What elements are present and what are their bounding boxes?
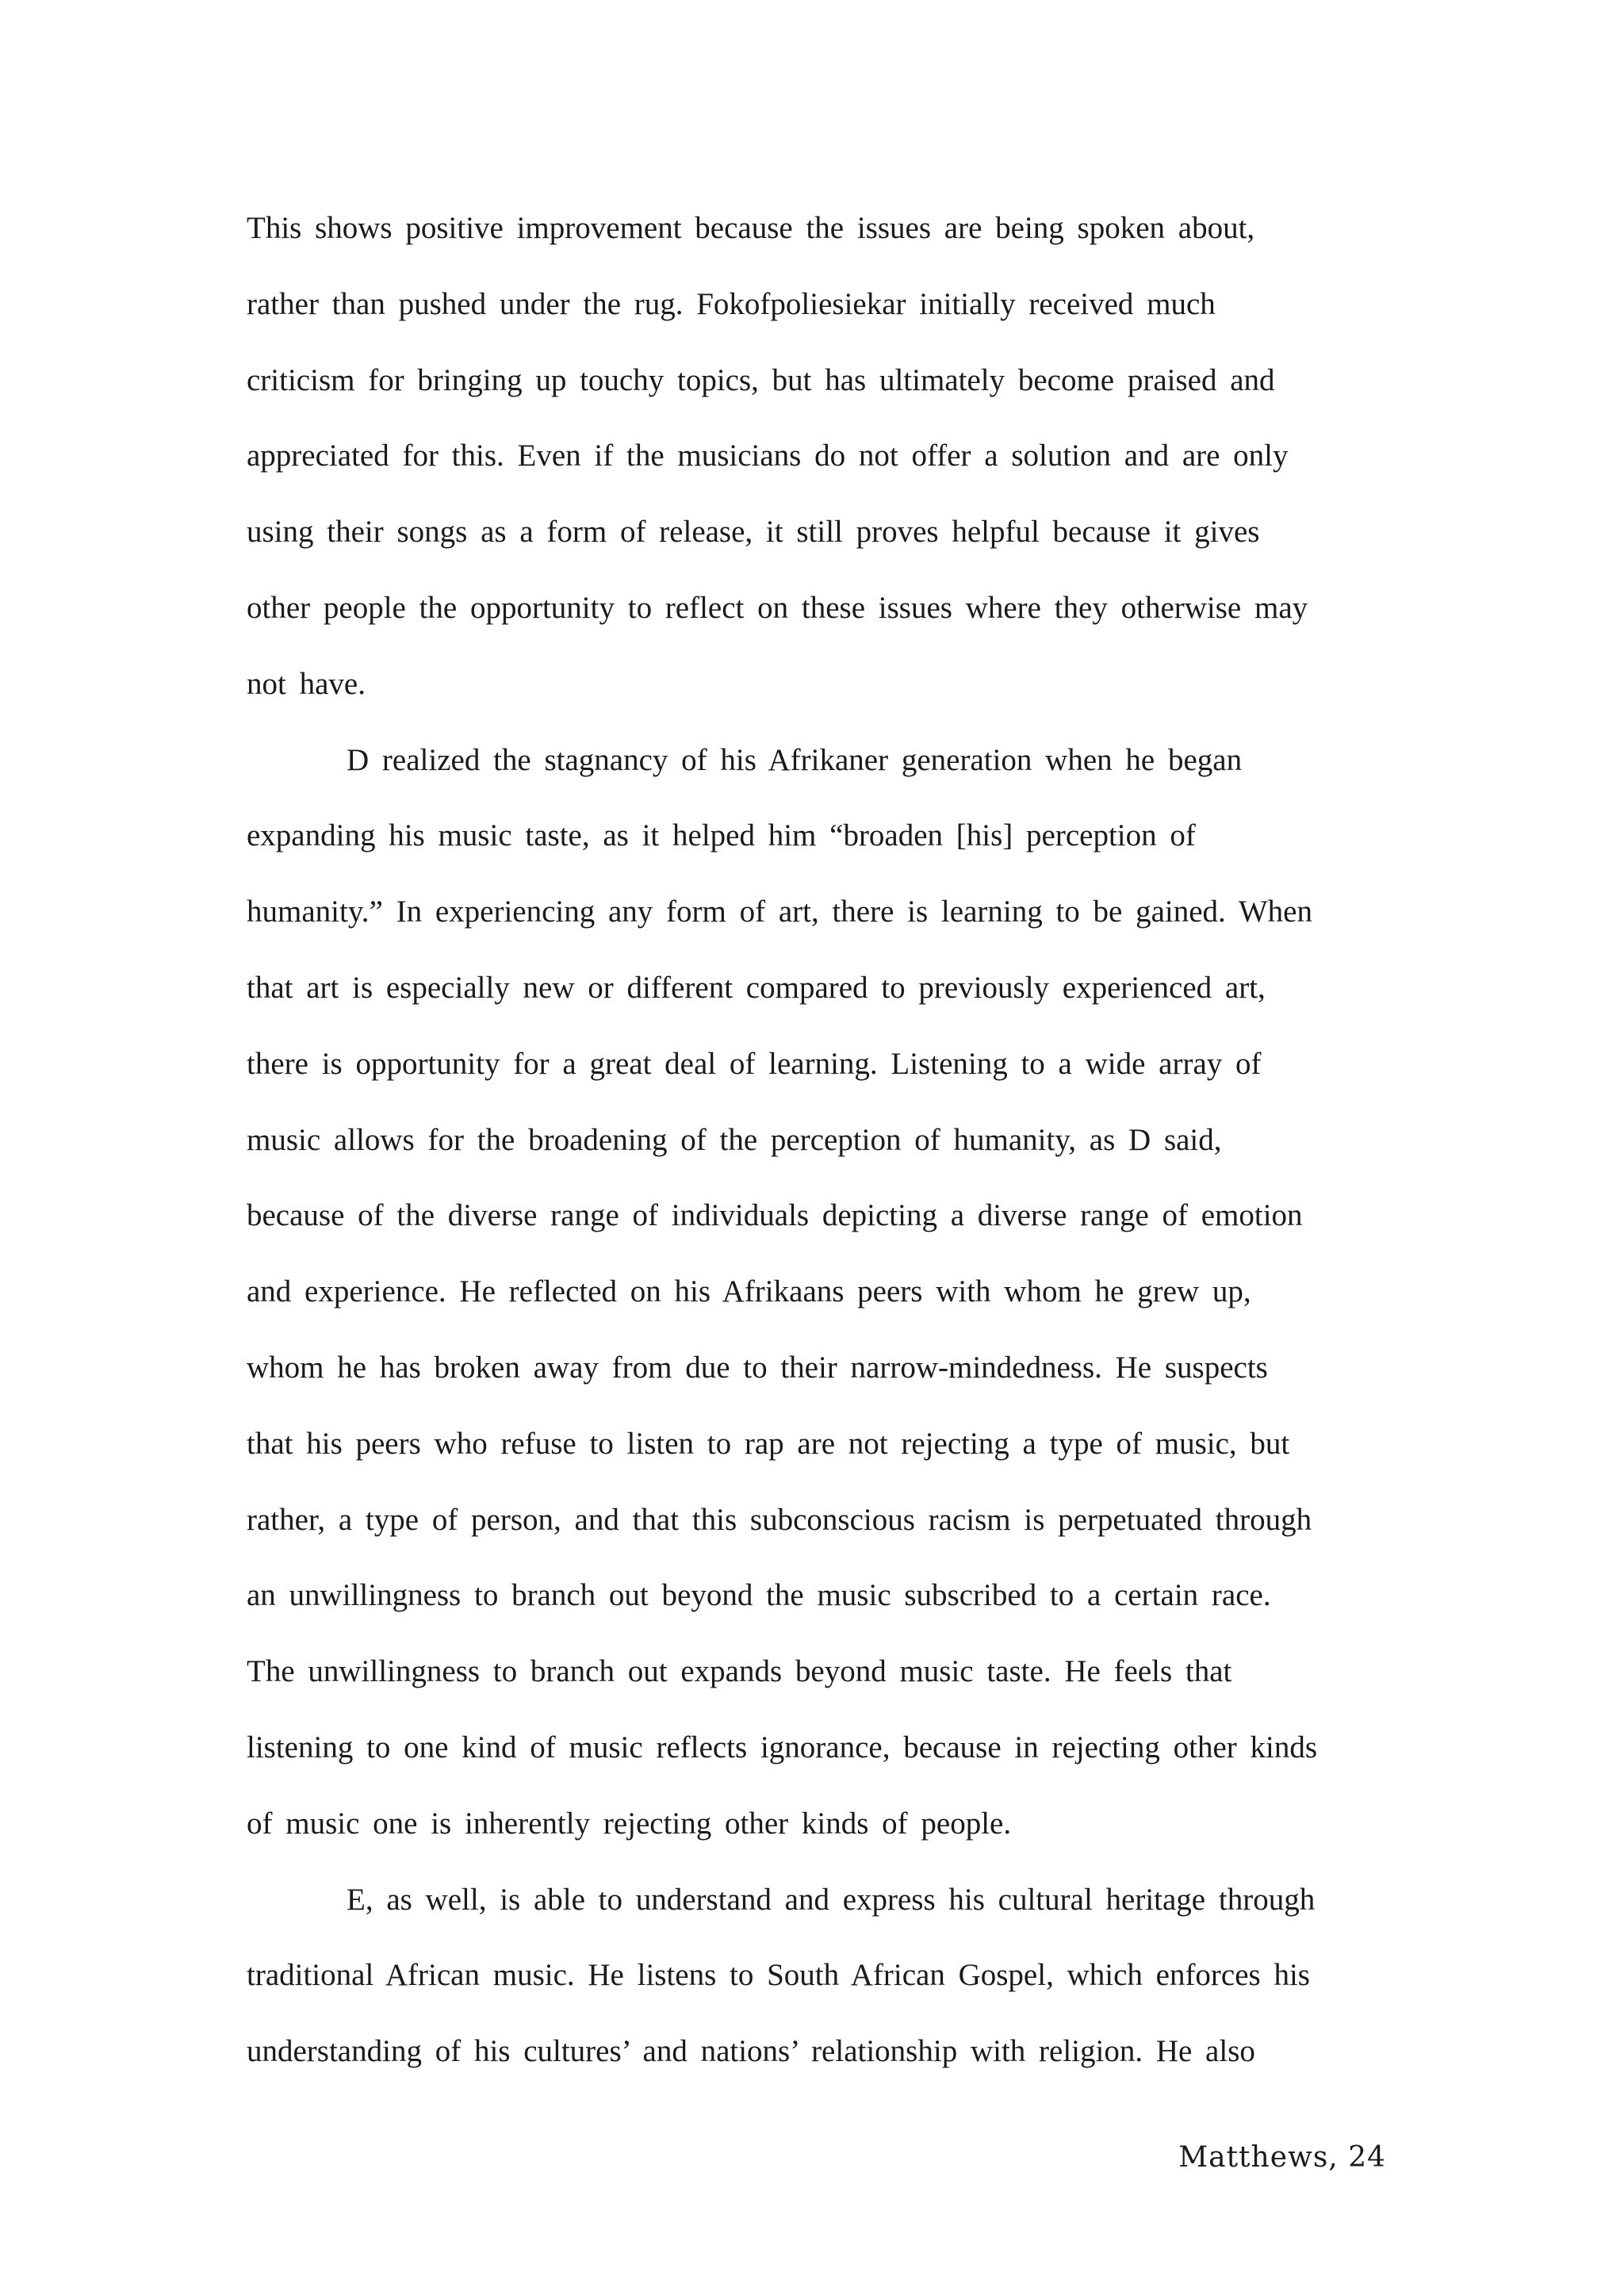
text-line: understanding of his cultures’ and nations’ relationship with religion. He also <box>247 2034 1255 2069</box>
text-line: and experience. He reflected on his Afrikaans peers with whom he grew up, <box>247 1274 1251 1309</box>
text-line: whom he has broken away from due to their narrow-mindedness. He suspects <box>247 1350 1268 1385</box>
text-line: expanding his music taste, as it helped him “broaden [his] perception of <box>247 818 1196 853</box>
text-line: because of the diverse range of individuals depicting a diverse range of emotion <box>247 1198 1303 1233</box>
text-line: criticism for bringing up touchy topics, but has ultimately become praised and <box>247 362 1275 397</box>
paragraph-start-line: D realized the stagnancy of his Afrikaner generation when he began <box>347 742 1243 777</box>
text-line: This shows positive improvement because the issues are being spoken about, <box>247 211 1255 245</box>
paragraph-start-line: E, as well, is able to understand and express his cultural heritage through <box>347 1882 1316 1917</box>
text-line: traditional African music. He listens to South African Gospel, which enforces his <box>247 1958 1310 1993</box>
text-line: not have. <box>247 666 366 701</box>
text-line: that his peers who refuse to listen to rap are not rejecting a type of music, but <box>247 1426 1290 1461</box>
body-text <box>247 190 1381 2090</box>
text-line: an unwillingness to branch out beyond the music subscribed to a certain race. <box>247 1578 1271 1613</box>
text-line: appreciated for this. Even if the musicians do not offer a solution and are only <box>247 439 1289 473</box>
page-footer <box>1178 2141 1386 2174</box>
text-line: of music one is inherently rejecting other kinds of people. <box>247 1806 1012 1841</box>
text-line: rather than pushed under the rug. Fokofpoliesiekar initially received much <box>247 286 1216 321</box>
page-number-label: Matthews, 24 <box>1178 2141 1386 2174</box>
text-line: The unwillingness to branch out expands beyond music taste. He feels that <box>247 1654 1232 1689</box>
text-line: listening to one kind of music reflects ignorance, because in rejecting other kinds <box>247 1730 1318 1764</box>
text-line: there is opportunity for a great deal of learning. Listening to a wide array of <box>247 1046 1262 1081</box>
text-line: rather, a type of person, and that this subconscious racism is perpetuated through <box>247 1502 1312 1537</box>
text-line: music allows for the broadening of the perception of humanity, as D said, <box>247 1122 1222 1157</box>
text-line: using their songs as a form of release, it still proves helpful because it gives <box>247 515 1260 550</box>
text-line: humanity.” In experiencing any form of art, there is learning to be gained. When <box>247 895 1312 929</box>
text-line: that art is especially new or different compared to previously experienced art, <box>247 970 1266 1005</box>
text-line: other people the opportunity to reflect on these issues where they otherwise may <box>247 590 1308 625</box>
